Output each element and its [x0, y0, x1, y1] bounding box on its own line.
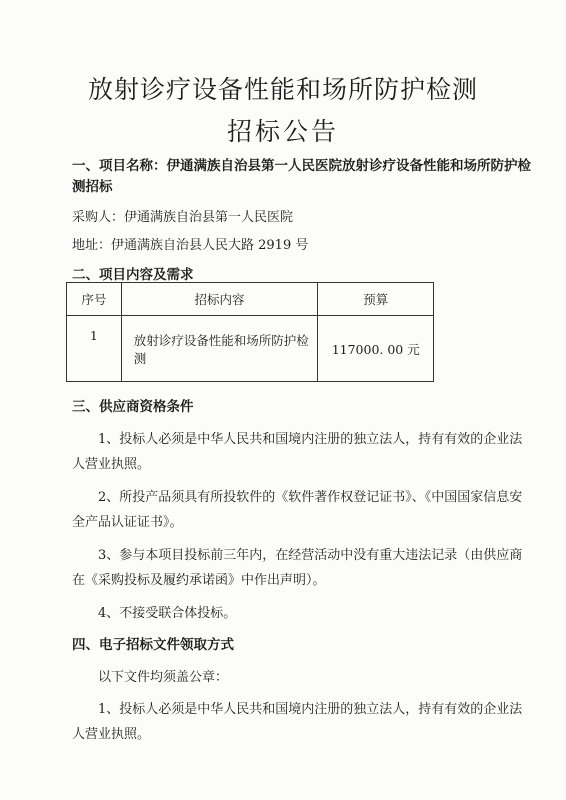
budget-value: 117000. 00 元 [331, 341, 420, 357]
document-title: 放射诊疗设备性能和场所防护检测 [87, 75, 478, 104]
section4-heading: 四、电子招标文件领取方式 [72, 637, 234, 653]
requirements-table [66, 282, 434, 382]
section3-heading: 三、供应商资格条件 [72, 399, 194, 415]
content-value: 放射诊疗设备性能和场所防护检测 [133, 332, 309, 366]
purchaser-line: 采购人：伊通满族自治县第一人民医院 [72, 210, 294, 225]
seq-value: 1 [89, 328, 98, 343]
qualification-item-1-line-2: 人营业执照。 [72, 457, 151, 472]
qualification-item-3-line-2: 在《采购投标及履约承诺函》中作出声明）。 [72, 573, 326, 588]
table-header-content: 招标内容 [121, 283, 318, 316]
document-subtitle: 招标公告 [226, 117, 339, 146]
section2-heading: 二、项目内容及需求 [72, 267, 194, 283]
section1-heading-cont: 测招标 [72, 179, 113, 195]
qualification-item-2-line-1: 2、所投产品须具有所投软件的《软件著作权登记证书》、《中国国家信息安 [98, 490, 523, 505]
section4-intro: 以下文件均须盖公章： [98, 670, 229, 685]
qualification-item-4: 4、不接受联合体投标。 [98, 606, 237, 621]
table-header-row [67, 283, 434, 316]
table-row [67, 316, 434, 382]
table-header-budget: 预算 [318, 283, 434, 316]
table-cell-seq [67, 316, 122, 382]
table-header-seq: 序号 [67, 283, 122, 316]
qualification-item-3-line-1: 3、参与本项目投标前三年内，在经营活动中没有重大违法记录（由供应商 [98, 548, 523, 563]
address-line: 地址：伊通满族自治县人民大路 2919 号 [72, 238, 309, 253]
section4-item-1-line-2: 人营业执照。 [72, 727, 151, 742]
qualification-item-1-line-1: 1、投标人必须是中华人民共和国境内注册的独立法人，持有有效的企业法 [98, 432, 523, 447]
table-cell-content [121, 316, 318, 382]
qualification-item-2-line-2: 全产品认证证书》。 [72, 515, 183, 530]
section4-item-1-line-1: 1、投标人必须是中华人民共和国境内注册的独立法人，持有有效的企业法 [98, 702, 523, 717]
table-cell-budget [318, 316, 434, 382]
section1-heading: 一、项目名称：伊通满族自治县第一人民医院放射诊疗设备性能和场所防护检 [72, 158, 531, 174]
